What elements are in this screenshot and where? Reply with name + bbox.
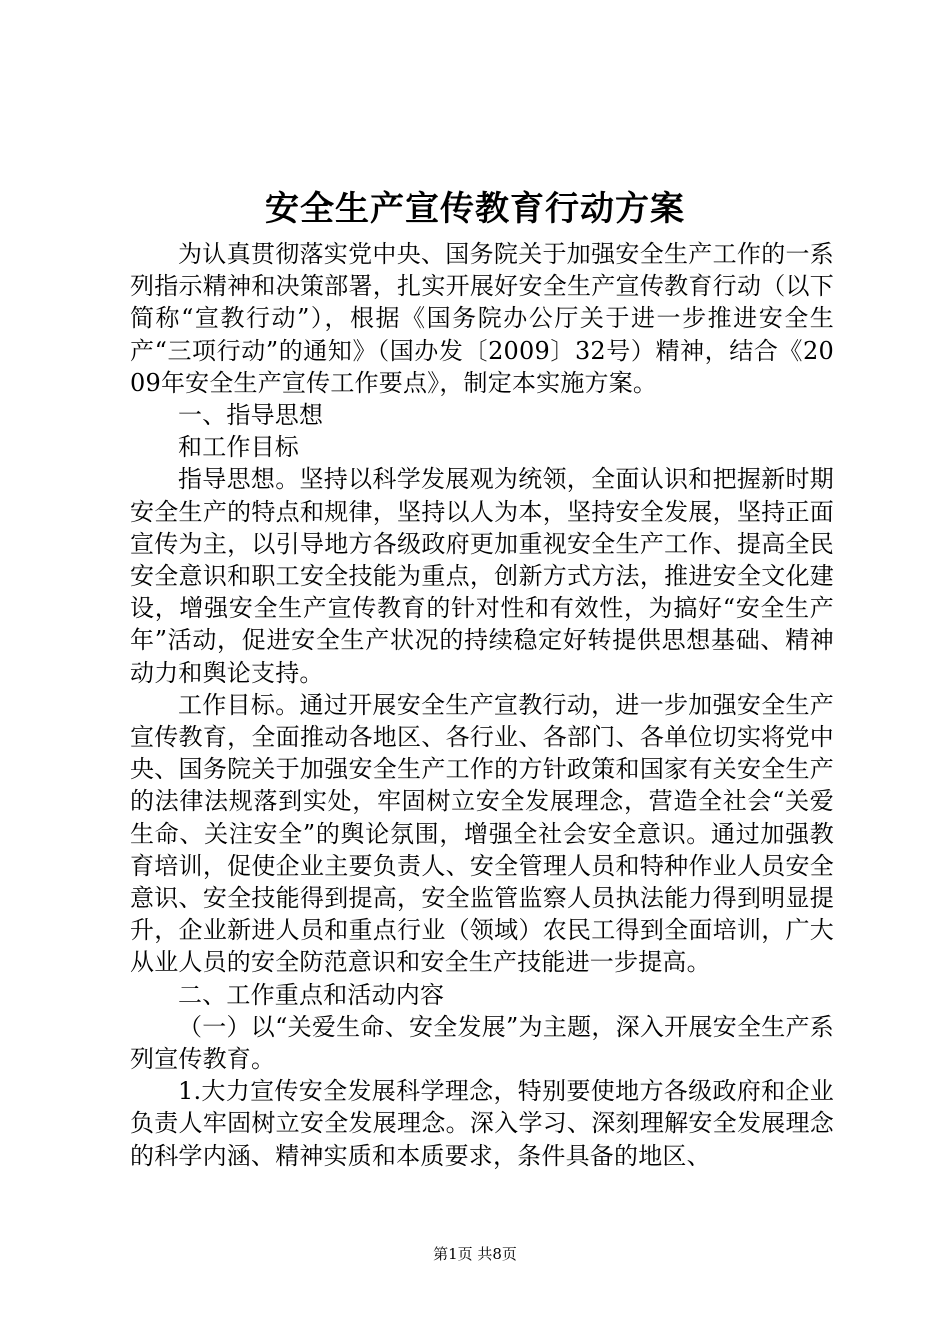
intro-paragraph: 为认真贯彻落实党中央、国务院关于加强安全生产工作的一系列指示精神和决策部署，扎实开展好安全生产宣传教育行动（以下简称“宣教行动”），根据《国务院办公厅关于进一步推进安全生产“三项行动”的通知》（国办发〔2009〕32号）精神，结合《2009年安全生产宣传工作要点》，制定本实施方案。 — [130, 240, 834, 397]
work-goals-paragraph: 工作目标。通过开展安全生产宣教行动，进一步加强安全生产宣传教育，全面推动各地区、各行业、各部门、各单位切实将党中央、国务院关于加强安全生产工作的方针政策和国家有关安全生产的法律法规落到实处，牢固树立安全发展理念，营造全社会“关爱生命、关注安全”的舆论氛围，增强全社会安全意识。通过加强教育培训，促使企业主要负责人、安全管理人员和特种作业人员安全意识、安全技能得到提高，安全监管监察人员执法能力得到明显提升，企业新进人员和重点行业（领域）农民工得到全面培训，广大从业人员的安全防范意识和安全生产技能进一步提高。 — [130, 690, 834, 977]
item-paragraph-1: 1.大力宣传安全发展科学理念，特别要使地方各级政府和企业负责人牢固树立安全发展理念。深入学习、深刻理解安全发展理念的科学内涵、精神实质和本质要求，条件具备的地区、 — [130, 1077, 834, 1170]
section-heading-guiding-ideology: 一、指导思想 — [178, 401, 324, 430]
section-heading-key-work: 二、工作重点和活动内容 — [178, 980, 445, 1009]
guiding-ideology-paragraph: 指导思想。坚持以科学发展观为统领，全面认识和把握新时期安全生产的特点和规律，坚持以人为本，坚持安全发展，坚持正面宣传为主，以引导地方各级政府更加重视安全生产工作、提高全民安全意识和职工安全技能为重点，创新方式方法，推进安全文化建设，增强安全生产宣传教育的针对性和有效性，为搞好“安全生产年”活动，促进安全生产状况的持续稳定好转提供思想基础、精神动力和舆论支持。 — [130, 465, 834, 687]
page-number: 第1页 共8页 — [433, 1245, 517, 1263]
section-heading-work-goals: 和工作目标 — [178, 433, 299, 462]
document-body — [130, 238, 834, 1172]
subsection-paragraph-1: （一）以“关爱生命、安全发展”为主题，深入开展安全生产系列宣传教育。 — [130, 1012, 834, 1074]
document-title: 安全生产宣传教育行动方案 — [265, 189, 685, 229]
